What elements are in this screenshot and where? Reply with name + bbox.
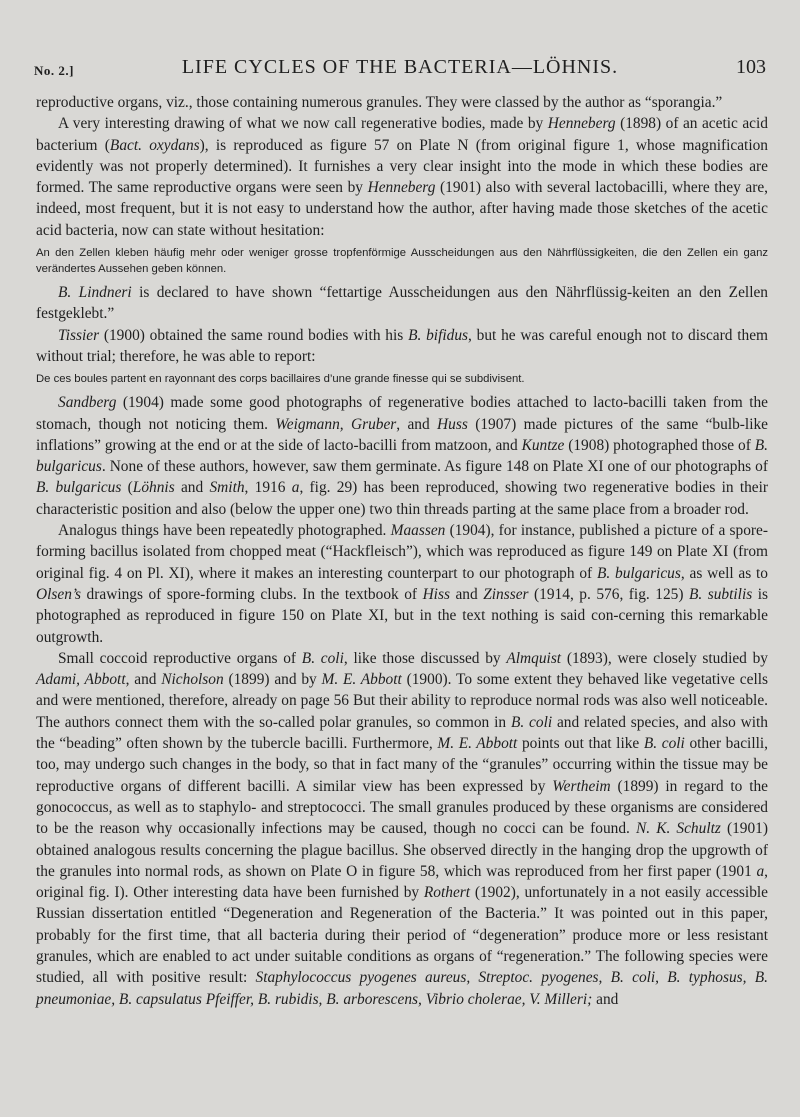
paragraph: Small coccoid reproductive organs of B. coli, like those discussed by Almquist (1893), were closely studied by Adami, Abbott, and Nicholson (1899) and by M. E. Abbott (1900). To some extent they behaved like vegetative cells and were mentioned, therefore, already on page 56 But their ability to reproduce normal rods was also well noticeable. The authors connect them with the so-called polar granules, so common in B. coli and related species, and also with the “beading” often shown by the tubercle bacilli. Furthermore, M. E. Abbott points out that like B. coli other bacilli, too, may undergo such changes in the body, so that in fact many of the “granules” occurring within the tissue may be reproductive organs of different bacilli. A similar view has been expressed by Wertheim (1899) in regard to the gonococcus, as well as to staphylo- and streptococci. The small granules produced by these organisms are considered to be the reason why occasionally infections may be caused, though no cocci can be found. N. K. Schultz (1901) obtained analogous results concerning the plague bacillus. She observed directly in the hanging drop the upgrowth of the granules into normal rods, as shown on Plate O in figure 58, which was reproduced from her first paper (1901 a, original fig. I). Other interesting data have been furnished by Rothert (1902), unfortunately in a not easily accessible Russian dissertation entitled “Degeneration and Regeneration of the Bacteria.” It was pointed out in this paper, probably for the first time, that all bacteria during their period of “degeneration” produce more or less resistant granules, which are enabled to act under suitable conditions as organs of “regeneration.” The following species were studied, all with positive result: Staphylococcus pyogenes aureus, Streptoc. pyogenes, B. coli, B. typhosus, B. pneumoniae, B. capsulatus Pfeiffer, B. rubidis, B. arborescens, Vibrio cholerae, V. Milleri; and	[36, 649, 769, 1008]
paragraph: Analogus things have been repeatedly photographed. Maassen (1904), for instance, published a picture of a spore-forming bacillus isolated from chopped meat (“Hackfleisch”), which was reproduced as figure 149 on Plate XI (from original fig. 4 on Pl. XI), where it makes an interesting counterpart to our photograph of B. bulgaricus, as well as to Olsen’s drawings of spore-forming clubs. In the textbook of Hiss and Zinsser (1914, p. 576, fig. 125) B. subtilis is photographed as reproduced in figure 150 on Plate XI, but in the text nothing is said con-cerning this remarkable outgrowth.	[36, 522, 768, 646]
paragraph: B. Lindneri is declared to have shown “fettartige Ausscheidungen aus den Nährflüssig-keiten an den Zellen festgeklebt.”	[36, 284, 768, 323]
running-header	[34, 46, 766, 82]
journal-number: No. 2.]	[34, 63, 74, 78]
block-quote: De ces boules partent en rayonnant des corps bacillaires d’une grande finesse qui se subdivisent.	[36, 373, 525, 386]
page-number: 103	[736, 56, 766, 78]
running-title: LIFE CYCLES OF THE BACTERIA—LÖHNIS.	[181, 56, 619, 78]
paragraph: Sandberg (1904) made some good photographs of regenerative bodies attached to lacto-bacilli taken from the stomach, though not noticing them. Weigmann, Gruber, and Huss (1907) made pictures of the same “bulb-like inflations” growing at the end or at the side of lacto-bacilli from matzoon, and Kuntze (1908) photographed those of B. bulgaricus. None of these authors, however, saw them germinate. As figure 148 on Plate XI one of our photographs of B. bulgaricus (Löhnis and Smith, 1916 a, fig. 29) has been reproduced, showing two regenerative bodies in their characteristic position and also (below the upper one) two thin threads parting at the same place from a broader rod.	[36, 394, 769, 518]
paragraph: Tissier (1900) obtained the same round bodies with his B. bifidus, but he was careful enough not to discard them without trial; therefore, he was able to report:	[36, 326, 769, 365]
paragraph: A very interesting drawing of what we now call regenerative bodies, made by Henneberg (1898) of an acetic acid bacterium (Bact. oxydans), is reproduced as figure 57 on Plate N (from original figure 1, whose magnification evidently was not properly determined). It furnishes a very clear insight into the mode in which these bodies are formed. The same reproductive organs were seen by Henneberg (1901) also with several lactobacilli, where they are, indeed, most frequent, but it is not easy to understand how the author, after having made those sketches of the acetic acid bacteria, now can state without hesitation:	[36, 115, 769, 239]
body-text	[36, 92, 768, 1010]
block-quote: An den Zellen kleben häufig mehr oder weniger grosse tropfenförmige Ausscheidungen aus den Nährflüssigkeiten, die den Zellen ein ganz verändertes Aussehen geben können.	[36, 247, 768, 276]
paragraph: reproductive organs, viz., those containing numerous granules. They were classed by the author as “sporangia.”	[36, 94, 723, 111]
